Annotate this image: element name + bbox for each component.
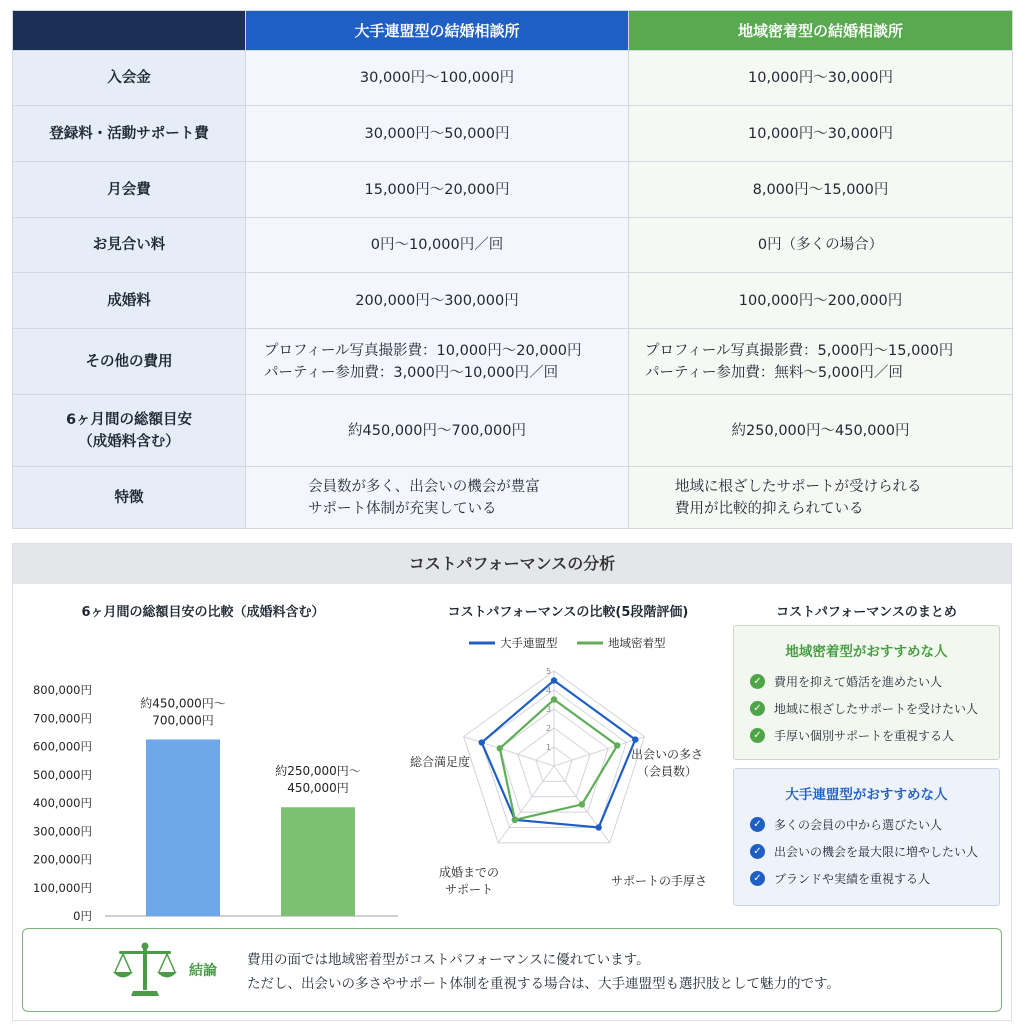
cell-local-text: 費用が比較的抑えられている <box>675 500 864 517</box>
cell-local <box>629 395 1013 467</box>
row-label <box>13 273 246 329</box>
radar-axis-label: サポート <box>444 882 494 897</box>
conclusion-box <box>22 928 1002 1012</box>
y-tick-label: 400,000円 <box>32 796 92 810</box>
cell-major-text: 会員数が多く、出会いの機会が豊富 <box>308 478 540 495</box>
radar-ring-label: 4 <box>546 686 552 695</box>
y-tick-label: 200,000円 <box>32 852 92 867</box>
legend-label: 地域密着型 <box>608 636 666 650</box>
table-row <box>13 106 1013 162</box>
table-row <box>13 329 1013 395</box>
bar-chart <box>13 632 413 952</box>
cell-local <box>629 467 1013 529</box>
cell-local-text: 100,000円〜200,000円 <box>738 292 903 309</box>
check-circle-icon: ✓ <box>750 817 765 832</box>
radar-axis-label: サポートの手厚さ <box>610 874 708 888</box>
cell-local-text: 0円（多くの場合） <box>757 237 884 253</box>
radar-point <box>551 677 557 683</box>
radar-chart-title: コストパフォーマンスの比較(5段階評価) <box>447 605 689 620</box>
table-row <box>13 162 1013 218</box>
cell-major <box>246 218 629 273</box>
cell-major-text: 30,000円〜100,000円 <box>359 70 515 86</box>
row-label-text: （成婚料含む） <box>78 433 180 450</box>
analysis-title: コストパフォーマンスの分析 <box>13 544 1011 584</box>
radar-point <box>632 736 638 742</box>
cell-local <box>629 106 1013 162</box>
bar-data-label: 約250,000円〜 <box>275 764 361 779</box>
y-tick-label: 300,000円 <box>32 824 92 839</box>
list-item <box>734 865 999 892</box>
radar-point <box>595 824 601 830</box>
list-item <box>734 668 999 695</box>
cost-performance-analysis <box>12 543 1012 1021</box>
bar-data-label: 約450,000円〜 <box>140 696 226 711</box>
cell-local <box>629 51 1013 106</box>
radar-point <box>479 739 485 745</box>
summary-item-text: 多くの会員の中から選びたい人 <box>774 818 943 832</box>
cell-local-text: 約250,000円〜450,000円 <box>731 422 910 439</box>
cell-major <box>246 51 629 106</box>
row-label <box>13 329 246 395</box>
cell-major-text: 200,000円〜300,000円 <box>355 292 519 309</box>
row-label-text: 成婚料 <box>107 292 151 309</box>
summary-item-text: 地域に根ざしたサポートを受けたい人 <box>774 702 979 716</box>
bar-chart-title: 6ヶ月間の総額目安の比較（成婚料含む） <box>81 605 325 620</box>
cell-major <box>246 273 629 329</box>
cell-major-text: 15,000円〜20,000円 <box>364 181 510 198</box>
header-major-federation: 大手連盟型の結婚相談所 <box>246 11 629 51</box>
y-tick-label: 800,000円 <box>32 683 92 697</box>
row-label <box>13 395 246 467</box>
bar-local <box>281 807 355 916</box>
cell-local-text: 10,000円〜30,000円 <box>748 70 893 86</box>
summary-card-major-title: 大手連盟型がおすすめな人 <box>785 787 948 803</box>
summary-card-major <box>733 768 1000 906</box>
conclusion-line: ただし、出会いの多さやサポート体制を重視する場合は、大手連盟型も選択肢として魅力的です。 <box>247 976 840 992</box>
cell-major <box>246 162 629 218</box>
summary-item-text: 費用を抑えて婚活を進めたい人 <box>774 675 943 689</box>
check-circle-icon: ✓ <box>750 871 765 886</box>
cell-local-text: パーティー参加費：無料〜5,000円／回 <box>645 364 903 381</box>
cell-major-text: パーティー参加費：3,000円〜10,000円／回 <box>264 364 559 381</box>
list-item <box>734 811 999 838</box>
radar-ring-label: 5 <box>546 667 552 676</box>
list-item <box>734 695 999 722</box>
table-header-row <box>13 11 1013 51</box>
row-label-text: お見合い料 <box>92 237 166 253</box>
conclusion-label: 結論 <box>189 963 217 979</box>
summary-card-local <box>733 625 1000 760</box>
summary-item-text: ブランドや実績を重視する人 <box>774 872 931 886</box>
cell-major <box>246 467 629 529</box>
y-tick-label: 700,000円 <box>32 711 92 726</box>
radar-point <box>579 801 585 807</box>
cell-local-text: 地域に根ざしたサポートが受けられる <box>675 478 922 495</box>
cell-local <box>629 329 1013 395</box>
table-row <box>13 395 1013 467</box>
conclusion-line: 費用の面では地域密着型がコストパフォーマンスに優れています。 <box>247 952 650 968</box>
cell-major-text: プロフィール写真撮影費：10,000円〜20,000円 <box>264 342 582 359</box>
table-row <box>13 51 1013 106</box>
check-circle-icon: ✓ <box>750 728 765 743</box>
cell-major <box>246 395 629 467</box>
cell-major <box>246 106 629 162</box>
cell-local <box>629 162 1013 218</box>
check-circle-icon: ✓ <box>750 844 765 859</box>
radar-ring-label: 1 <box>546 743 552 752</box>
cost-comparison-table <box>12 10 1013 529</box>
row-label-text: 月会費 <box>107 181 151 198</box>
y-tick-label: 100,000円 <box>32 880 92 895</box>
cell-local <box>629 218 1013 273</box>
cell-local-text: プロフィール写真撮影費：5,000円〜15,000円 <box>645 342 954 359</box>
bar-data-label: 450,000円 <box>287 781 349 796</box>
table-row <box>13 218 1013 273</box>
table-body <box>13 51 1013 529</box>
summary-item-text: 出会いの機会を最大限に増やしたい人 <box>774 845 979 859</box>
radar-chart <box>405 626 725 897</box>
cell-local-text: 8,000円〜15,000円 <box>752 181 889 198</box>
y-tick-label: 0円 <box>73 909 92 923</box>
cell-major-text: 30,000円〜50,000円 <box>364 125 510 142</box>
row-label <box>13 467 246 529</box>
summary-card-local-title: 地域密着型がおすすめな人 <box>785 644 948 660</box>
bar-data-label: 700,000円 <box>152 713 214 728</box>
row-label-text: 入会金 <box>107 70 151 86</box>
row-label-text: 特徴 <box>114 489 144 506</box>
cell-local-text: 10,000円〜30,000円 <box>748 125 893 142</box>
legend-label: 大手連盟型 <box>500 636 558 650</box>
conclusion-text <box>247 948 840 996</box>
summary-item-text: 手厚い個別サポートを重視する人 <box>774 729 955 743</box>
y-tick-label: 500,000円 <box>32 767 92 782</box>
cell-local <box>629 273 1013 329</box>
radar-ring-label: 2 <box>546 724 552 733</box>
bar-major <box>146 739 220 916</box>
radar-point <box>497 745 503 751</box>
radar-axis-label: 出会いの多さ <box>630 747 704 762</box>
row-label-text: その他の費用 <box>85 353 173 370</box>
radar-point <box>614 742 620 748</box>
check-circle-icon: ✓ <box>750 674 765 689</box>
list-item <box>734 722 999 749</box>
table-row <box>13 273 1013 329</box>
cell-major-text: 約450,000円〜700,000円 <box>348 422 526 439</box>
header-local-community: 地域密着型の結婚相談所 <box>629 11 1013 51</box>
row-label <box>13 162 246 218</box>
y-tick-label: 600,000円 <box>32 739 92 754</box>
radar-point <box>551 696 557 702</box>
row-label <box>13 218 246 273</box>
radar-axis-label: （会員数） <box>636 764 698 779</box>
radar-ring-label: 3 <box>546 705 552 714</box>
cell-major-text: サポート体制が充実している <box>308 500 497 517</box>
radar-axis-label: 総合満足度 <box>409 755 471 769</box>
row-label <box>13 106 246 162</box>
row-label-text: 登録料・活動サポート費 <box>49 125 209 142</box>
list-item <box>734 838 999 865</box>
balance-scale-icon <box>111 939 179 1001</box>
check-circle-icon: ✓ <box>750 701 765 716</box>
header-blank-cell <box>13 11 246 51</box>
cell-major-text: 0円〜10,000円／回 <box>370 237 504 253</box>
row-label-text: 6ヶ月間の総額目安 <box>65 411 193 428</box>
row-label <box>13 51 246 106</box>
radar-point <box>512 817 518 823</box>
summary-title: コストパフォーマンスのまとめ <box>776 605 957 620</box>
radar-axis-label: 成婚までの <box>438 865 500 880</box>
cell-major <box>246 329 629 395</box>
table-row <box>13 467 1013 529</box>
